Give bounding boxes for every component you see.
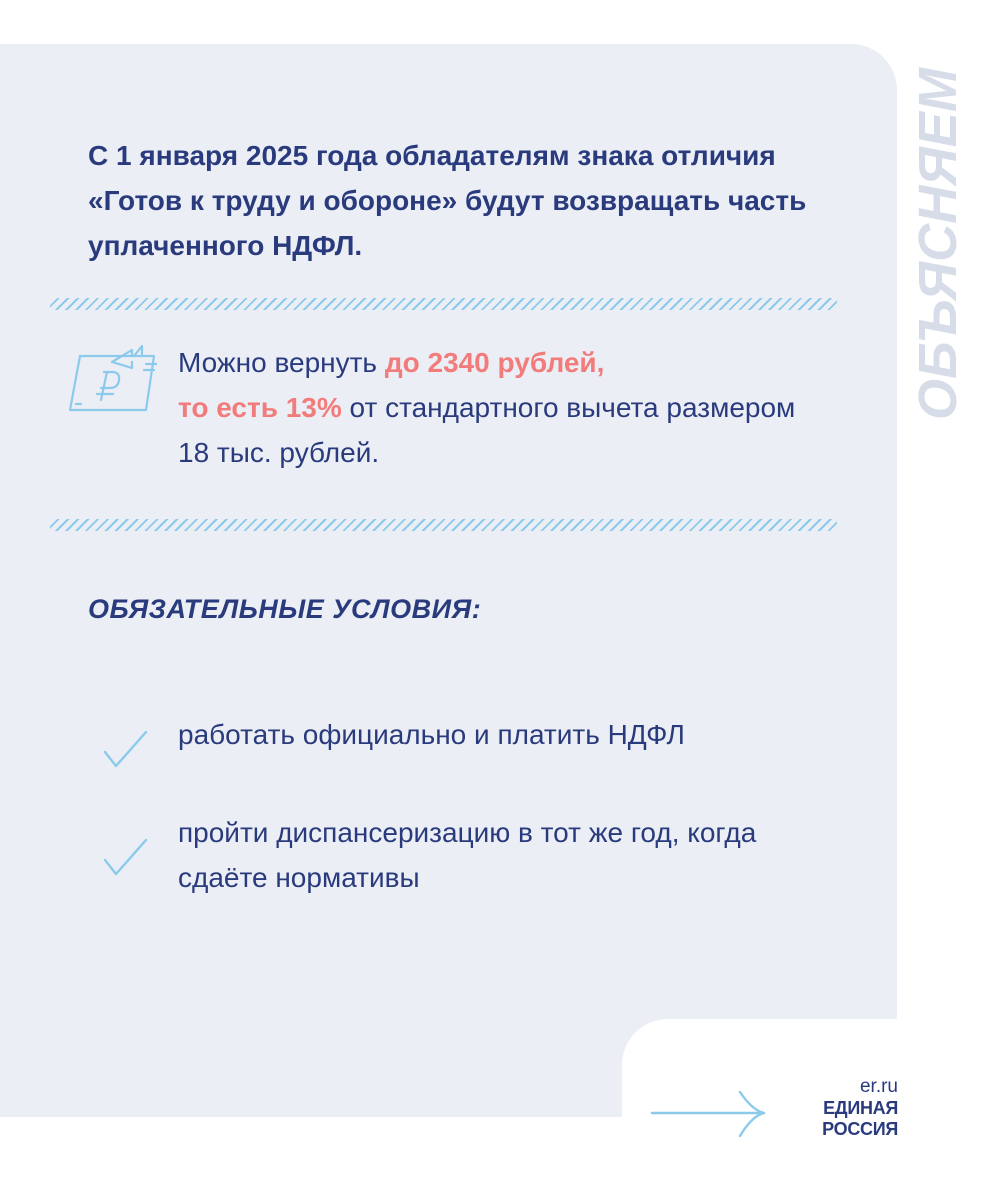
- divider-bottom: [50, 519, 837, 531]
- refund-amount: до 2340 рублей,: [384, 347, 605, 378]
- side-label-text: ОБЪЯСНЯЕМ: [908, 59, 968, 420]
- checkmark-icon: [100, 726, 152, 770]
- refund-text-part2: от стандартного вычета размером 18 тыс. рублей.: [178, 392, 796, 468]
- refund-percent: то есть 13%: [178, 392, 342, 423]
- checkmark-icon: [100, 834, 152, 878]
- arrow-right-icon: [648, 1088, 770, 1144]
- refund-text-part1: Можно вернуть: [178, 347, 385, 378]
- condition-text: пройти диспансеризацию в тот же год, когда сдаёте нормативы: [178, 817, 757, 893]
- side-label: [888, 59, 988, 424]
- condition-item: [100, 810, 800, 910]
- condition-text: работать официально и платить НДФЛ: [178, 719, 685, 750]
- brand-name-line1: ЕДИНАЯ: [823, 1098, 898, 1118]
- condition-item: [100, 712, 800, 812]
- side-label-graphic: [888, 59, 988, 424]
- brand-site[interactable]: er.ru: [859, 1076, 898, 1097]
- ruble-refund-icon: [64, 342, 164, 416]
- intro-text: С 1 января 2025 года обладателям знака отличия «Готов к труду и обороне» будут возвращать часть уплаченного НДФЛ.: [88, 140, 807, 261]
- brand-name-line2: РОССИЯ: [822, 1119, 898, 1139]
- divider-top: [50, 298, 837, 310]
- conditions-title: ОБЯЗАТЕЛЬНЫЕ УСЛОВИЯ:: [88, 594, 482, 624]
- brand-block: [800, 1076, 898, 1140]
- refund-amount-text: [178, 340, 818, 475]
